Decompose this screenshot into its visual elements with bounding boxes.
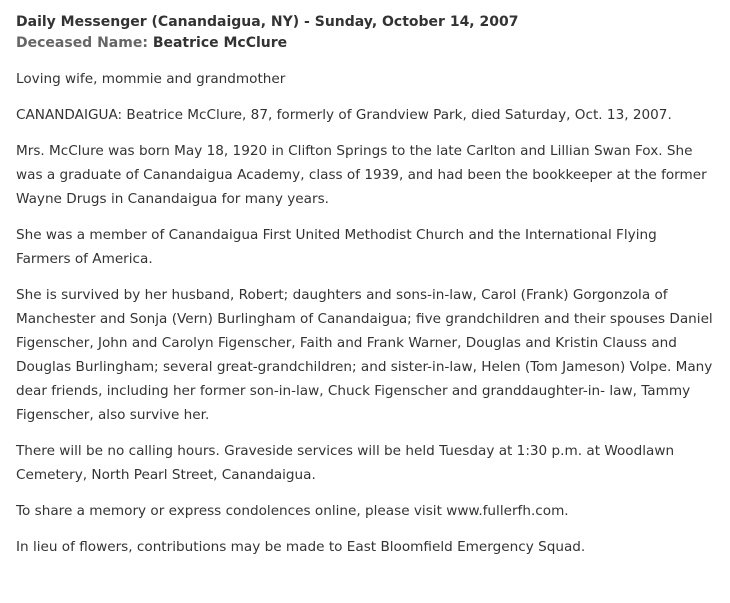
deceased-line bbox=[16, 33, 714, 54]
tagline-paragraph: Loving wife, mommie and grandmother bbox=[16, 71, 286, 87]
survivors-paragraph: She is survived by her husband, Robert; daughters and sons-in-law, Carol (Frank) Gorgonzola of Manchester and Sonja (Vern) Burlingham of Canandaigua; five grandchildren and their spouses Daniel Figenscher, John and Carolyn Figenscher, Faith and Frank Warner, Douglas and Kristin Clauss and Douglas Burlingham; several great-grandchildren; and sister-in-law, Helen (Tom Jameson) Volpe. Many dear friends, including her former son-in-law, Chuck Figenscher and granddaughter-in- law, Tammy Figenscher, also survive her. bbox=[16, 287, 713, 423]
obituary-body bbox=[16, 67, 714, 559]
donations-paragraph: In lieu of flowers, contributions may be made to East Bloomfield Emergency Squad. bbox=[16, 539, 586, 555]
membership-paragraph: She was a member of Canandaigua First United Methodist Church and the International Flying Farmers of America. bbox=[16, 227, 657, 267]
deceased-label: Deceased Name: bbox=[16, 35, 148, 51]
condolences-paragraph: To share a memory or express condolences online, please visit www.fullerfh.com. bbox=[16, 503, 569, 519]
death-announcement-paragraph: CANANDAIGUA: Beatrice McClure, 87, formerly of Grandview Park, died Saturday, Oct. 13, 2007. bbox=[16, 107, 672, 123]
deceased-name: Beatrice McClure bbox=[152, 35, 288, 51]
biography-paragraph: Mrs. McClure was born May 18, 1920 in Clifton Springs to the late Carlton and Lillian Swan Fox. She was a graduate of Canandaigua Academy, class of 1939, and had been the bookkeeper at the former Wayne Drugs in Canandaigua for many years. bbox=[16, 143, 707, 207]
header-separator: - bbox=[299, 14, 315, 30]
services-paragraph: There will be no calling hours. Graveside services will be held Tuesday at 1:30 p.m. at Woodlawn Cemetery, North Pearl Street, Canandaigua. bbox=[16, 443, 675, 483]
publication-name: Daily Messenger (Canandaigua, NY) bbox=[16, 14, 300, 30]
publication-date: Sunday, October 14, 2007 bbox=[314, 14, 519, 30]
publication-line bbox=[16, 12, 714, 33]
